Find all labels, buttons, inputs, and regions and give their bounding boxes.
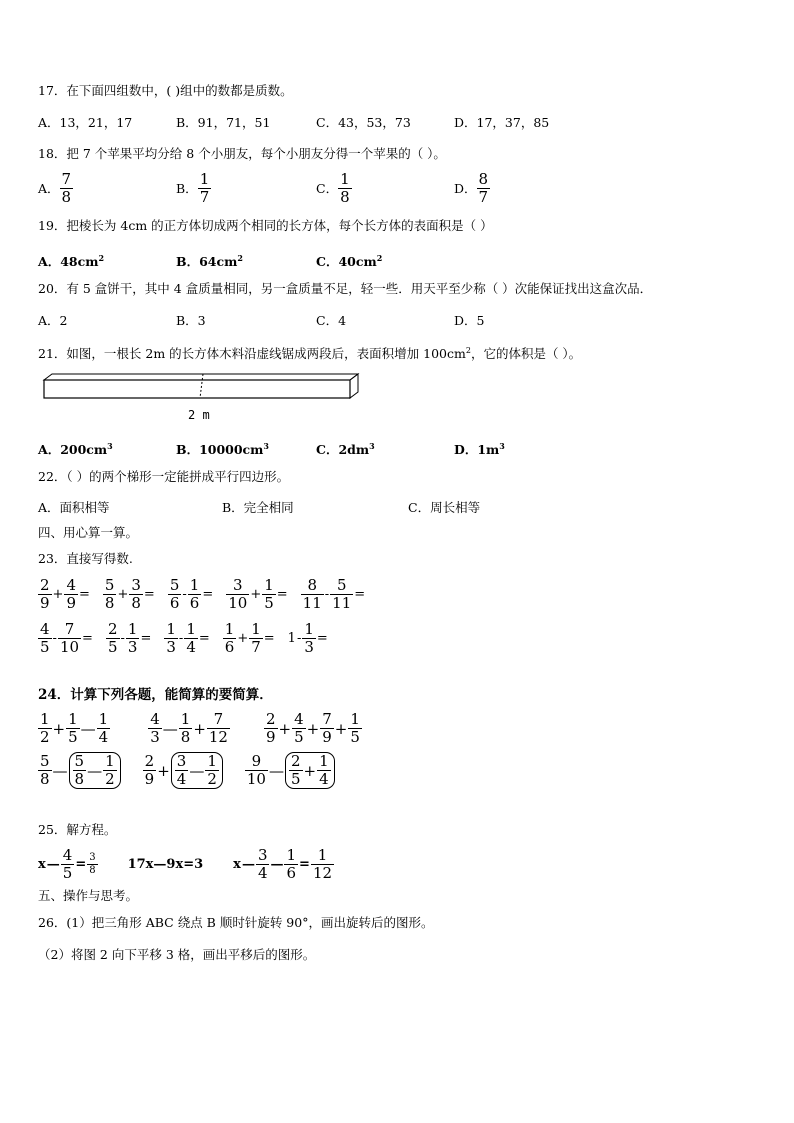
fraction: $\frac{3}{8}$ xyxy=(131,576,141,612)
q22-option-a: A．面积相等 xyxy=(38,500,110,515)
fraction: $\frac{4}{5}$ xyxy=(294,710,304,746)
q26-part-2: （2）将图 2 向下平移 3 格，画出平移后的图形。 xyxy=(38,947,316,962)
fraction: 9 10 xyxy=(246,752,266,788)
fraction: 4 3 xyxy=(150,710,160,746)
arithmetic-item: 1 - $\frac{1}{3}$ = xyxy=(287,620,328,656)
fraction: $\frac{1}{5}$ xyxy=(68,710,78,746)
q22-option-c: C．周长相等 xyxy=(408,500,481,515)
parenthesis-group: 5 8 — 1 2 xyxy=(69,752,121,789)
arithmetic-item: 8 11 - $\frac{5}{11}$ = xyxy=(302,576,366,612)
q18-option-d xyxy=(454,172,490,205)
q21-option-c: C．$2dm^3$ xyxy=(316,441,375,458)
fraction: 2 9 xyxy=(144,752,155,788)
fraction: 1 8 xyxy=(180,710,191,746)
fraction: $\frac{4}{5}$ xyxy=(62,846,73,882)
parenthesis-group: 2 5 + $\frac{1}{4}$ xyxy=(285,752,335,789)
arithmetic-item: 1 6 + $\frac{1}{7}$ = xyxy=(224,620,275,656)
fraction: 2 9 xyxy=(265,710,276,746)
fraction: 1 2 xyxy=(105,752,115,788)
fraction: 8 11 xyxy=(302,576,322,612)
q17-option-c: C．43，53，73 xyxy=(316,115,411,130)
q22-stem: 22．（ ）的两个梯形一定能拼成平行四边形。 xyxy=(38,469,290,484)
fraction: $\frac{1}{5}$ xyxy=(264,576,274,612)
q25-stem: 25．解方程。 xyxy=(38,822,117,837)
q25-equation-1: x — $\frac{4}{5}$ = $\frac{3}{8}$ xyxy=(38,846,96,882)
fraction: $\frac{7}{9}$ xyxy=(322,710,332,746)
fraction: $\frac{1}{3}$ xyxy=(304,620,314,656)
fraction: 3 10 xyxy=(228,576,248,612)
q24-row-2 xyxy=(38,752,335,789)
fraction: $\frac{1}{7}$ xyxy=(251,620,261,656)
fraction: 1 4 xyxy=(98,710,109,746)
fraction: 1 7 xyxy=(199,170,210,206)
fraction: 5 8 xyxy=(40,752,50,788)
fraction: 1 2 xyxy=(40,710,50,746)
q20-option-b: B．3 xyxy=(176,313,206,328)
q18-stem: 18．把 7 个苹果平均分给 8 个小朋友，每个小朋友分得一个苹果的（ ）。 xyxy=(38,146,446,161)
q24-expr-6: 9 10 — 2 5 + $\frac{1}{4}$ xyxy=(245,752,335,789)
q20-option-a: A．2 xyxy=(38,313,68,328)
q23-stem: 23．直接写得数. xyxy=(38,551,133,566)
q25-equations xyxy=(38,848,334,881)
arithmetic-item: 2 9 + $\frac{4}{9}$ = xyxy=(40,576,90,612)
fraction: $\frac{4}{9}$ xyxy=(66,576,76,612)
fraction: $\frac{1}{5}$ xyxy=(350,710,360,746)
q24-expr-3: 2 9 + $\frac{4}{5}$ + $\frac{7}{9}$ + $\frac{1}{5}$ xyxy=(265,710,360,746)
fraction: $\frac{1}{12}$ xyxy=(312,846,333,882)
parenthesis-group: 3 4 — 1 2 xyxy=(171,752,223,789)
fraction: 2 5 xyxy=(290,752,301,788)
q17-option-b: B．91，71，51 xyxy=(176,115,271,130)
fraction: 3 4 xyxy=(257,846,268,882)
fraction: 7 8 xyxy=(61,170,72,206)
q18-option-c xyxy=(316,172,352,205)
q23-row-2 xyxy=(38,622,329,655)
q19-option-c: C．$40cm^2$ xyxy=(316,253,383,270)
fraction: $\frac{1}{4}$ xyxy=(186,620,196,656)
fraction: 5 8 xyxy=(104,576,115,612)
fraction: 3 4 xyxy=(176,752,187,788)
arithmetic-item: 3 10 + $\frac{1}{5}$ = xyxy=(228,576,288,612)
q21-option-b: B．$10000cm^3$ xyxy=(176,441,269,458)
q24-expr-1: 1 2 + $\frac{1}{5}$ — 1 4 xyxy=(40,710,109,746)
fraction: 1 3 xyxy=(166,620,176,656)
fraction: 4 5 xyxy=(40,620,50,656)
q22-option-b: B．完全相同 xyxy=(222,500,294,515)
q24-expr-2: 4 3 — 1 8 + $\frac{7}{12}$ xyxy=(150,710,228,746)
fraction: $\frac{1}{6}$ xyxy=(286,846,297,882)
arithmetic-item: 2 5 - $\frac{1}{3}$ = xyxy=(107,620,152,656)
fraction: $\frac{5}{11}$ xyxy=(332,576,352,612)
fraction: $\frac{7}{12}$ xyxy=(208,710,228,746)
q17-stem: 17．在下面四组数中，( )组中的数都是质数。 xyxy=(38,83,293,98)
q26-part-1: 26．(1）把三角形 ABC 绕点 B 顺时针旋转 90°，画出旋转后的图形。 xyxy=(38,915,434,930)
section-4-heading: 四、用心算一算。 xyxy=(38,525,139,540)
fraction: $\frac{1}{3}$ xyxy=(127,620,138,656)
q19-option-b: B．$64cm^2$ xyxy=(176,253,243,270)
option-letter: A． xyxy=(38,180,60,196)
fraction: 1 6 xyxy=(224,620,235,656)
option-letter: C． xyxy=(316,180,339,196)
fraction: 2 5 xyxy=(107,620,118,656)
q19-option-a: A．$48cm^2$ xyxy=(38,253,105,270)
fraction: 8 7 xyxy=(478,170,489,206)
q18-option-b xyxy=(176,172,211,205)
q23-row-1 xyxy=(38,578,378,611)
arithmetic-item: 1 3 - $\frac{1}{4}$ = xyxy=(166,620,210,656)
q21-option-a: A．$200cm^3$ xyxy=(38,441,113,458)
q24-expr-5: 2 9 + 3 4 — 1 2 xyxy=(143,752,223,789)
fraction: 1 8 xyxy=(340,170,350,206)
q25-equation-2: 17x—9x=3 xyxy=(127,857,204,872)
q20-stem: 20．有 5 盒饼干，其中 4 盒质量相同，另一盒质量不足，轻一些．用天平至少称（ ）次能保证找出这盒次品． xyxy=(38,281,653,296)
figure-length-label: 2 m xyxy=(188,408,210,422)
q21-stem: 21．如图，一根长 2m 的长方体木料沿虚线锯成两段后，表面积增加 $100cm^2$，它的体积是（ ）。 xyxy=(38,346,582,362)
q24-expr-4: 5 8 — 5 8 — 1 2 xyxy=(38,752,121,789)
arithmetic-item: 5 8 + $\frac{3}{8}$ = xyxy=(104,576,155,612)
fraction: 5 6 xyxy=(169,576,180,612)
wood-beam-figure xyxy=(40,370,362,402)
fraction: $\frac{7}{10}$ xyxy=(59,620,80,656)
option-letter: B． xyxy=(176,180,198,196)
option-letter: D． xyxy=(454,180,477,196)
q17-option-a: A．13，21，17 xyxy=(38,115,133,130)
q20-option-c: C．4 xyxy=(316,313,347,328)
fraction: $\frac{3}{8}$ xyxy=(89,852,96,876)
section-5-heading: 五、操作与思考。 xyxy=(38,888,139,903)
q18-option-a xyxy=(38,172,73,205)
arithmetic-item: 4 5 - $\frac{7}{10}$ = xyxy=(40,620,93,656)
arithmetic-item: 5 6 - $\frac{1}{6}$ = xyxy=(169,576,214,612)
q24-row-1 xyxy=(38,712,362,745)
fraction: 1 2 xyxy=(207,752,217,788)
fraction: 2 9 xyxy=(40,576,50,612)
q20-option-d: D．5 xyxy=(454,313,485,328)
q19-stem: 19．把棱长为 4cm 的正方体切成两个相同的长方体，每个长方体的表面积是（ ） xyxy=(38,218,493,233)
fraction: $\frac{1}{4}$ xyxy=(319,752,329,788)
q25-equation-3: x — 3 4 — $\frac{1}{6}$ = $\frac{1}{12}$ xyxy=(233,846,333,882)
fraction: 5 8 xyxy=(74,752,85,788)
q21-option-d: D．$1m^3$ xyxy=(454,441,505,458)
q17-option-d: D．17，37，85 xyxy=(454,115,550,130)
q24-stem: 24．计算下列各题，能简算的要简算． xyxy=(38,687,273,703)
fraction: $\frac{1}{6}$ xyxy=(189,576,200,612)
